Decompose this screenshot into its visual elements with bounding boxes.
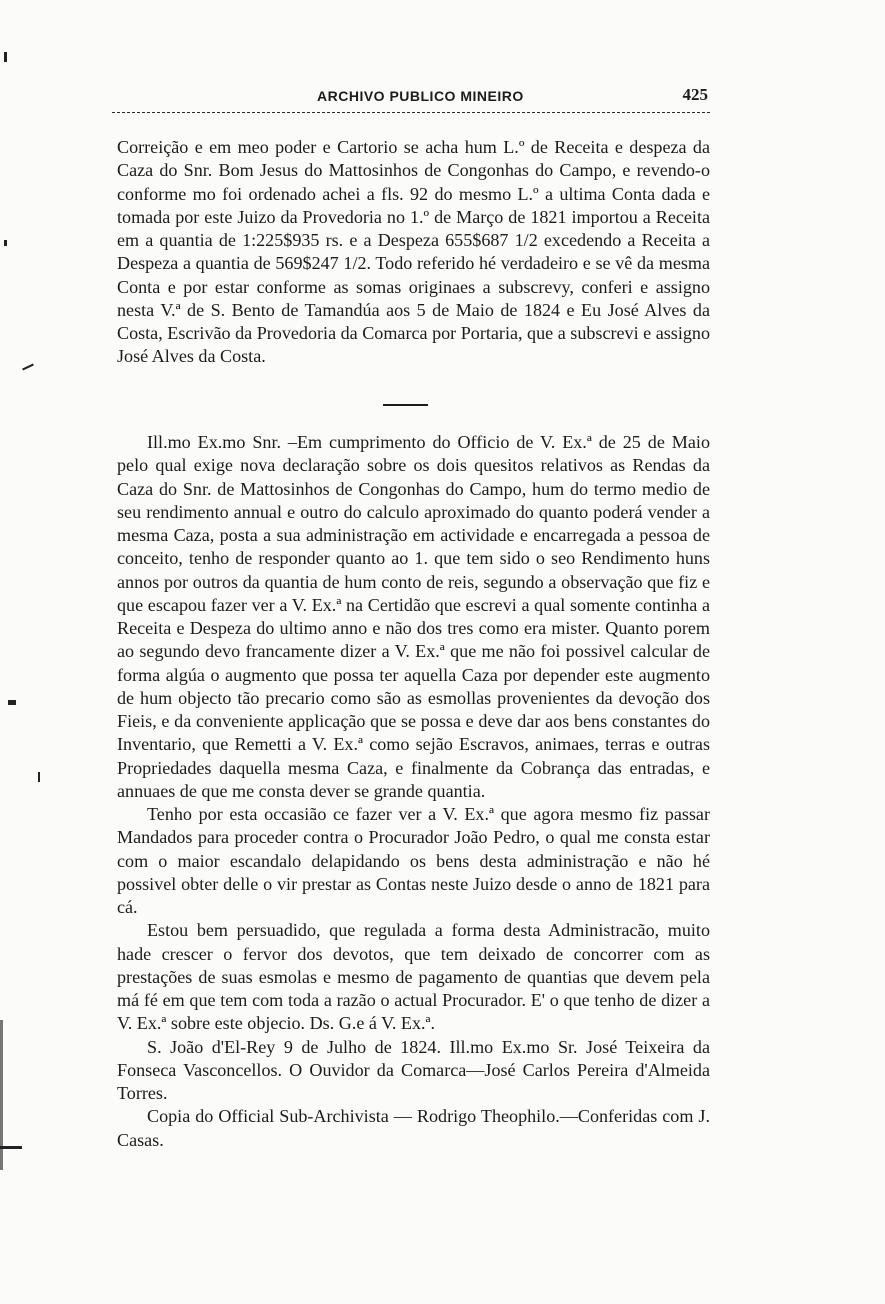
paragraph: S. João d'El-Rey 9 de Julho de 1824. Ill.mo Ex.mo Sr. José Teixeira da Fonseca Vasconcellos. O Ouvidor da Comarca—José Carlos Pereira d'Almeida Torres. — [117, 1036, 710, 1103]
paragraph: Correição e em meo poder e Cartorio se acha hum L.º de Receita e despeza da Caza do Snr. Bom Jesus do Mattosinhos de Congonhas do Campo, e revendo-o conforme mo foi ordenado achei a fls. 92 do mesmo L.º a ultima Conta dada e tomada por este Juizo da Provedoria no 1.º de Março de 1821 importou a Receita em a quantia de 1:225$935 rs. e a Despeza 655$687 1/2 excedendo a Receita a Despeza a quantia de 569$247 1/2. Todo referido hé verdadeiro e se vê da mesma Conta e por estar conforme as somas originaes a subscrevy, conferi e assigno nesta V.ª de S. Bento de Tamandúa aos 5 de Maio de 1824 e Eu José Alves da Costa, Escrivão da Provedoria da Comarca por Portaria, que a subscrevi e assigno José Alves da Costa. — [117, 137, 710, 367]
scan-speck — [4, 52, 7, 62]
section-divider — [383, 404, 428, 406]
paragraph: Estou bem persuadido, que regulada a forma desta Administracão, muito hade crescer o fervor dos devotos, que tem deixado de concorrer com as prestações de suas esmolas e mesmo de pagamento de quantias que devem pela má fé em que tem com toda a razão o actual Procurador. E' o que tenho de dizer a V. Ex.ª sobre este objecio. Ds. G.e á V. Ex.ª. — [117, 920, 710, 1034]
scan-speck — [0, 1146, 22, 1149]
page-number: 425 — [682, 85, 708, 104]
paragraph: Tenho por esta occasião ce fazer ver a V. Ex.ª que agora mesmo fiz passar Mandados para proceder contra o Procurador João Pedro, o qual me consta estar com o maior escandalo delapidando os bens desta administração e não hé possivel obter delle o vir prestar as Contas neste Juizo desde o anno de 1821 para cá. — [117, 804, 710, 917]
paragraph: Copia do Official Sub-Archivista — Rodrigo Theophilo.—Conferidas com J. Casas. — [117, 1106, 710, 1150]
scan-speck — [8, 700, 16, 705]
page-header — [112, 84, 710, 113]
certificate-text — [117, 136, 710, 369]
paragraph: Ill.mo Ex.mo Snr. –Em cumprimento do Officio de V. Ex.ª de 25 de Maio pelo qual exige nova declaração sobre os dois quesitos relativos as Rendas da Caza do Snr. de Mattosinhos de Congonhas do Campo, hum do termo medio de seu rendimento annual e outro do calculo aproximado do quanto poderá vender a mesma Caza, posta a sua administração em actividade e encarregada a pessoa de conceito, tenho de responder quanto ao 1. que tem sido o seo Rendimento huns annos por outros da quantia de hum conto de reis, segundo a observação que fiz e que escapou fazer ver a V. Ex.ª na Certidão que escrevi a qual somente continha a Receita e Despeza do ultimo anno e não dos tres como era mister. Quanto porem ao segundo devo francamente dizer a V. Ex.ª que me não foi possivel calcular de forma algúa o augmento que possa ter aquella Caza por depender este augmento de hum objecto tão precario como são as esmollas provenientes da devoção dos Fieis, e da conveniente applicação que se possa e deve dar aos bens constantes do Inventario, que Remetti a V. Ex.ª como sejão Escravos, animaes, terras e outras Propriedades daquella mesma Caza, e finalmente da Cobrança das entradas, e annuaes de que me consta dever se grande quantia. — [117, 432, 710, 801]
scan-speck — [22, 364, 34, 371]
letter-text — [117, 431, 710, 1152]
scan-speck — [38, 772, 40, 782]
scan-speck — [4, 240, 7, 246]
running-title: ARCHIVO PUBLICO MINEIRO — [317, 88, 524, 104]
